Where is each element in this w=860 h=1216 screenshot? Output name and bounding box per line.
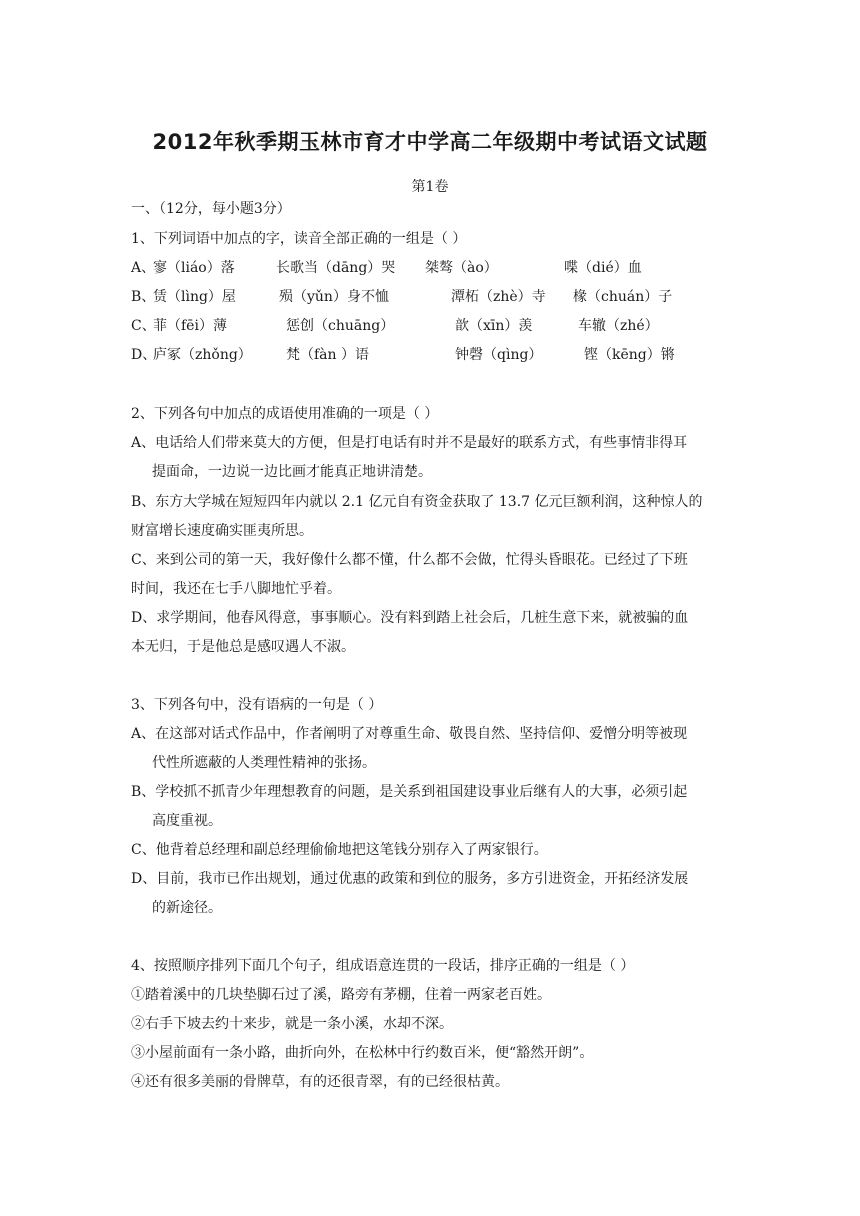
question-2-option-a-line1: A、电话给人们带来莫大的方便，但是打电话有时并不是最好的联系方式，有些事情非得耳 bbox=[131, 435, 688, 451]
exam-title: 2012年秋季期玉林市育才中学高二年级期中考试语文试题 bbox=[152, 130, 708, 154]
option-item: 菲（fēi）薄 bbox=[153, 318, 227, 334]
option-item: 长歌当（dāng）哭 bbox=[276, 260, 396, 276]
question-2-option-c-line1: C、来到公司的第一天，我好像什么都不懂，什么都不会做，忙得头昏眼花。已经过了下班 bbox=[131, 552, 688, 568]
question-3-stem: 3、下列各句中，没有语病的一句是（ ） bbox=[131, 697, 383, 713]
option-item: 桀骜（ào） bbox=[425, 260, 498, 276]
section-heading: 一、（12分，每小题3分） bbox=[131, 201, 291, 217]
question-3-option-a-line1: A、在这部对话式作品中，作者阐明了对尊重生命、敬畏自然、坚持信仰、爱憎分明等被现 bbox=[131, 726, 688, 742]
option-item: 钟磬（qìng） bbox=[455, 347, 543, 363]
option-item: 铿（kēng）锵 bbox=[584, 347, 675, 363]
question-1-stem: 1、下列词语中加点的字，读音全部正确的一组是（ ） bbox=[131, 231, 467, 247]
question-3-option-b-line1: B、学校抓不抓青少年理想教育的问题，是关系到祖国建设事业后继有人的大事，必须引起 bbox=[131, 784, 688, 800]
option-label: D、 bbox=[131, 347, 157, 363]
question-3-option-d-line2: 的新途径。 bbox=[152, 900, 222, 916]
option-item: 车辙（zhé） bbox=[578, 318, 659, 334]
question-2-stem: 2、下列各句中加点的成语使用准确的一项是（ ） bbox=[131, 406, 439, 422]
question-2-option-c-line2: 时间，我还在七手八脚地忙乎着。 bbox=[131, 581, 341, 597]
question-2-option-b-line1: B、东方大学城在短短四年内就以 2.1 亿元自有资金获取了 13.7 亿元巨额利润，这种惊人的 bbox=[131, 494, 703, 510]
question-2-option-d-line1: D、求学期间，他春风得意，事事顺心。没有料到踏上社会后，几桩生意下来，就被骗的血 bbox=[131, 610, 689, 626]
option-label: C、 bbox=[131, 318, 156, 334]
question-3-option-a-line2: 代性所遮蔽的人类理性精神的张扬。 bbox=[152, 755, 376, 771]
question-4-sentence-3: ③小屋前面有一条小路，曲折向外，在松林中行约数百米，便“豁然开朗”。 bbox=[131, 1045, 594, 1061]
option-item: 歆（xīn）羡 bbox=[455, 318, 533, 334]
option-label: A、 bbox=[131, 260, 156, 276]
option-label: B、 bbox=[131, 289, 156, 305]
question-2-option-d-line2: 本无归，于是他总是感叹遇人不淑。 bbox=[131, 639, 355, 655]
option-item: 椽（chuán）子 bbox=[573, 289, 673, 305]
question-4-sentence-2: ②右手下坡去约十来步，就是一条小溪，水却不深。 bbox=[131, 1016, 453, 1032]
option-item: 寥（liáo）落 bbox=[153, 260, 235, 276]
option-item: 潭柘（zhè）寺 bbox=[451, 289, 546, 305]
question-4-sentence-4: ④还有很多美丽的骨牌草，有的还很青翠，有的已经很枯黄。 bbox=[131, 1074, 509, 1090]
question-3-option-c: C、他背着总经理和副总经理偷偷地把这笔钱分别存入了两家银行。 bbox=[131, 842, 548, 858]
question-2-option-a-line2: 提面命，一边说一边比画才能真正地讲清楚。 bbox=[152, 464, 432, 480]
option-item: 赁（lìng）屋 bbox=[153, 289, 236, 305]
option-item: 喋（dié）血 bbox=[564, 260, 642, 276]
question-3-option-d-line1: D、目前，我市已作出规划，通过优惠的政策和到位的服务，多方引进资金，开拓经济发展 bbox=[131, 871, 689, 887]
option-item: 殒（yǔn）身不恤 bbox=[279, 289, 389, 305]
question-4-sentence-1: ①踏着溪中的几块垫脚石过了溪，路旁有茅棚，住着一两家老百姓。 bbox=[131, 987, 551, 1003]
question-3-option-b-line2: 高度重视。 bbox=[152, 813, 222, 829]
question-2-option-b-line2: 财富增长速度确实匪夷所思。 bbox=[131, 523, 313, 539]
question-4-stem: 4、按照顺序排列下面几个句子，组成语意连贯的一段话，排序正确的一组是（ ） bbox=[131, 958, 635, 974]
option-item: 梵（fàn ）语 bbox=[286, 347, 369, 363]
volume-label: 第1卷 bbox=[411, 179, 449, 195]
option-item: 惩创（chuāng） bbox=[286, 318, 395, 334]
option-item: 庐冢（zhǒng） bbox=[153, 347, 252, 363]
